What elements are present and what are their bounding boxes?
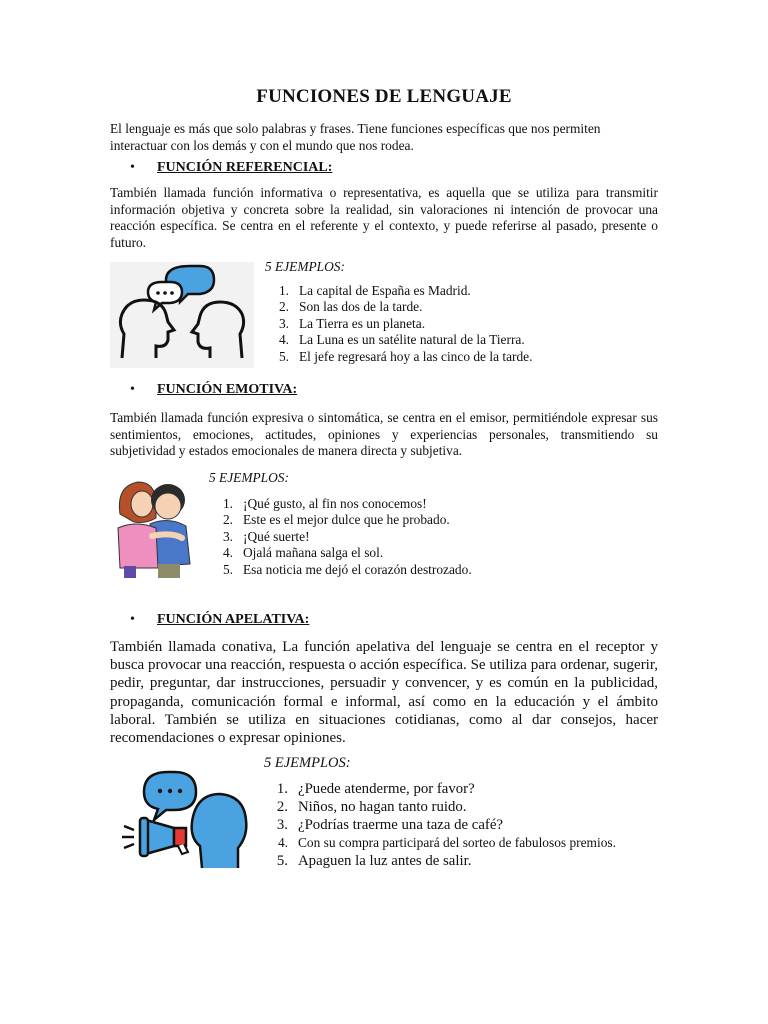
list-item: 5. Esa noticia me dejó el corazón destrozado. bbox=[222, 561, 472, 577]
list-item: 3. ¡Qué suerte! bbox=[222, 528, 310, 544]
examples-list-referencial bbox=[265, 283, 532, 365]
section-paragraph-emotiva: También llamada función expresiva o sintomática, se centra en el emisor, permitiéndole expresar sus sentimientos, emociones, actitudes, opiniones y experiencias personales, transmitiendo su subjetividad y estados emocionales de manera directa y subjetiva. bbox=[110, 410, 658, 458]
list-item: 2. Son las dos de la tarde. bbox=[278, 299, 423, 315]
examples-list-emotiva bbox=[209, 496, 472, 578]
intro-paragraph: El lenguaje es más que solo palabras y frases. Tiene funciones específicas que nos permiten interactuar con los demás y con el mundo que nos rodea. bbox=[110, 121, 601, 153]
examples-list-apelativa bbox=[264, 780, 616, 870]
bullet-dot: • bbox=[130, 160, 135, 175]
list-item: 4. La Luna es un satélite natural de la Tierra. bbox=[278, 332, 525, 348]
list-item: 4. Con su compra participará del sorteo de fabulosos premios. bbox=[277, 835, 616, 850]
section-heading-referencial: FUNCIÓN REFERENCIAL: bbox=[157, 160, 333, 175]
examples-label: 5 EJEMPLOS: bbox=[209, 470, 289, 485]
examples-label: 5 EJEMPLOS: bbox=[264, 755, 351, 771]
section-paragraph-referencial: También llamada función informativa o representativa, es aquella que se utiliza para transmitir información objetiva y concreta sobre la realidad, sin valoraciones ni intención de provocar una reacción específica. Se centra en el referente y el contexto, y puede referirse al pasado, presente o futuro. bbox=[110, 185, 658, 250]
list-item: 2. Este es el mejor dulce que he probado. bbox=[222, 512, 450, 528]
bullet-dot: • bbox=[130, 612, 135, 627]
section-heading-emotiva: FUNCIÓN EMOTIVA: bbox=[157, 382, 298, 397]
list-item: 1. ¡Qué gusto, al fin nos conocemos! bbox=[222, 496, 427, 511]
bullet-dot: • bbox=[130, 382, 135, 397]
section-heading-apelativa: FUNCIÓN APELATIVA: bbox=[157, 612, 310, 627]
page-title: FUNCIONES DE LENGUAJE bbox=[256, 86, 512, 107]
list-item: 1. La capital de España es Madrid. bbox=[278, 283, 471, 298]
section-paragraph-apelativa: También llamada conativa, La función apelativa del lenguaje se centra en el receptor y busca provocar una reacción, respuesta o acción específica. Se utiliza para ordenar, sugerir, pedir, preguntar, dar instrucciones, persuadir y convencer, y es común en la publicidad, propaganda, comunicación formal e informal, así como en la educación y el ámbito laboral. También se utiliza en situaciones cotidianas, como al dar consejos, hacer recomendaciones o expresar opiniones. bbox=[110, 639, 658, 747]
two-heads-speech-icon bbox=[110, 262, 254, 368]
list-item: 1. ¿Puede atenderme, por favor? bbox=[276, 781, 475, 797]
list-item: 3. La Tierra es un planeta. bbox=[278, 315, 426, 331]
list-item: 5. Apaguen la luz antes de salir. bbox=[276, 853, 472, 869]
examples-label: 5 EJEMPLOS: bbox=[265, 259, 345, 274]
children-hugging-illustration bbox=[112, 474, 198, 580]
list-item: 4. Ojalá mañana salga el sol. bbox=[222, 545, 384, 561]
list-item: 3. ¿Podrías traerme una taza de café? bbox=[276, 817, 503, 833]
megaphone-head-speech-icon bbox=[112, 764, 252, 878]
list-item: 5. El jefe regresará hoy a las cinco de la tarde. bbox=[278, 348, 533, 364]
list-item: 2. Niños, no hagan tanto ruido. bbox=[276, 799, 467, 815]
